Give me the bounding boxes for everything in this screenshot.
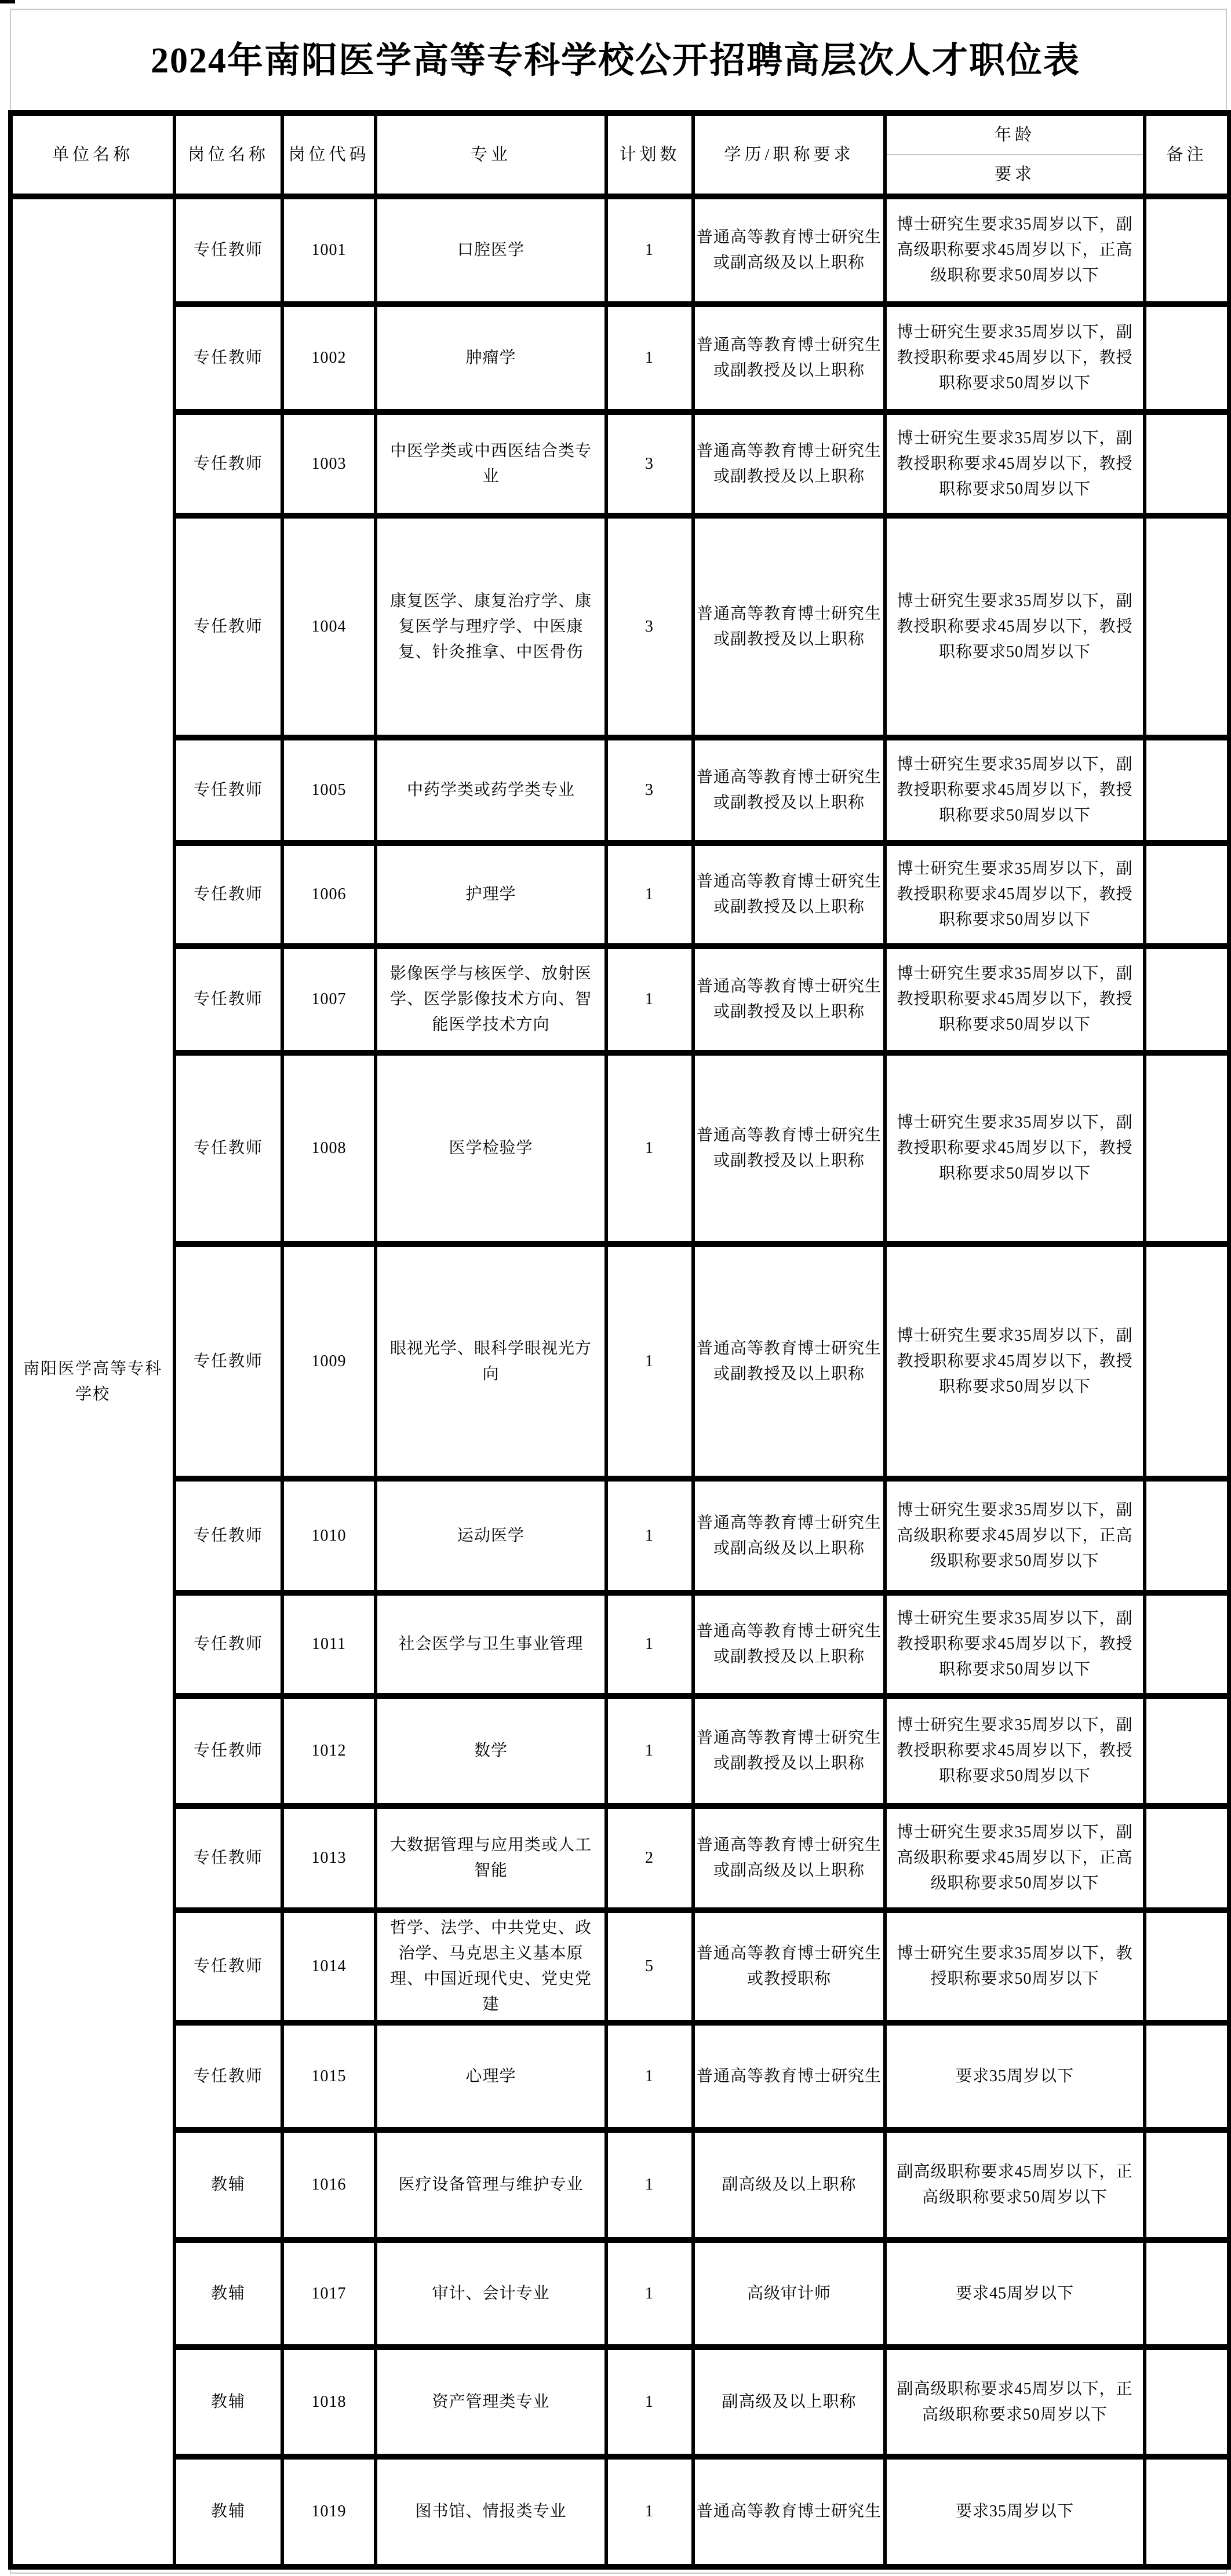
table-row xyxy=(10,1910,1229,2023)
major-cell: 中医学类或中西医结合类专业 xyxy=(376,412,606,516)
qualification-cell: 普通高等教育博士研究生或副高级及以上职称 xyxy=(693,1479,885,1593)
age-requirement-cell: 博士研究生要求35周岁以下，副教授职称要求45周岁以下，教授职称要求50周岁以下 xyxy=(885,1053,1145,1244)
post-name-cell: 专任教师 xyxy=(174,2023,282,2130)
qualification-cell: 普通高等教育博士研究生或副教授及以上职称 xyxy=(693,843,885,946)
qualification-cell: 普通高等教育博士研究生或副教授及以上职称 xyxy=(693,1593,885,1696)
major-cell: 社会医学与卫生事业管理 xyxy=(376,1593,606,1696)
table-row xyxy=(10,1696,1229,1806)
age-requirement-cell: 博士研究生要求35周岁以下，副教授职称要求45周岁以下，教授职称要求50周岁以下 xyxy=(885,843,1145,946)
remark-cell xyxy=(1145,516,1229,738)
qualification-cell: 副高级及以上职称 xyxy=(693,2130,885,2240)
post-name-cell: 专任教师 xyxy=(174,516,282,738)
planned-count-cell: 1 xyxy=(606,2023,693,2130)
post-name-cell: 专任教师 xyxy=(174,1593,282,1696)
table-header xyxy=(10,113,1229,196)
planned-count-cell: 1 xyxy=(606,2347,693,2457)
page-title: 2024年南阳医学高等专科学校公开招聘高层次人才职位表 xyxy=(150,41,1080,81)
planned-count-cell: 1 xyxy=(606,2457,693,2567)
table-row xyxy=(10,946,1229,1053)
post-name-cell: 教辅 xyxy=(174,2347,282,2457)
table-row xyxy=(10,516,1229,738)
planned-count-cell: 3 xyxy=(606,738,693,843)
remark-cell xyxy=(1145,1593,1229,1696)
qualification-cell: 普通高等教育博士研究生或副教授及以上职称 xyxy=(693,738,885,843)
planned-count-cell: 1 xyxy=(606,304,693,412)
planned-count-cell: 3 xyxy=(606,516,693,738)
qualification-cell: 普通高等教育博士研究生或副教授及以上职称 xyxy=(693,1053,885,1244)
major-cell: 资产管理类专业 xyxy=(376,2347,606,2457)
age-requirement-cell: 副高级职称要求45周岁以下，正高级职称要求50周岁以下 xyxy=(885,2347,1145,2457)
remark-cell xyxy=(1145,946,1229,1053)
post-code-cell: 1003 xyxy=(282,412,376,516)
positions-table xyxy=(8,110,1231,2570)
table-row xyxy=(10,2457,1229,2567)
remark-cell xyxy=(1145,1244,1229,1479)
major-cell: 中药学类或药学类专业 xyxy=(376,738,606,843)
post-name-cell: 专任教师 xyxy=(174,1053,282,1244)
remark-cell xyxy=(1145,2023,1229,2130)
major-cell: 康复医学、康复治疗学、康复医学与理疗学、中医康复、针灸推拿、中医骨伤 xyxy=(376,516,606,738)
post-name-cell: 专任教师 xyxy=(174,1910,282,2023)
table-row xyxy=(10,1053,1229,1244)
post-code-cell: 1017 xyxy=(282,2240,376,2347)
table-row xyxy=(10,2023,1229,2130)
post-name-cell: 教辅 xyxy=(174,2457,282,2567)
age-requirement-cell: 要求35周岁以下 xyxy=(885,2023,1145,2130)
header-row-1 xyxy=(10,113,1229,155)
post-code-cell: 1006 xyxy=(282,843,376,946)
post-name-cell: 专任教师 xyxy=(174,196,282,304)
major-cell: 医疗设备管理与维护专业 xyxy=(376,2130,606,2240)
remark-cell xyxy=(1145,843,1229,946)
table-row xyxy=(10,2347,1229,2457)
remark-cell xyxy=(1145,2347,1229,2457)
post-name-cell: 专任教师 xyxy=(174,304,282,412)
age-requirement-cell: 博士研究生要求35周岁以下，副教授职称要求45周岁以下，教授职称要求50周岁以下 xyxy=(885,1696,1145,1806)
planned-count-cell: 1 xyxy=(606,843,693,946)
post-name-cell: 专任教师 xyxy=(174,738,282,843)
age-requirement-cell: 博士研究生要求35周岁以下，副教授职称要求45周岁以下，教授职称要求50周岁以下 xyxy=(885,412,1145,516)
age-requirement-cell: 博士研究生要求35周岁以下，副高级职称要求45周岁以下，正高级职称要求50周岁以下 xyxy=(885,1806,1145,1910)
post-name-cell: 专任教师 xyxy=(174,843,282,946)
major-cell: 影像医学与核医学、放射医学、医学影像技术方向、智能医学技术方向 xyxy=(376,946,606,1053)
post-name-cell: 专任教师 xyxy=(174,412,282,516)
header-unit-name: 单位名称 xyxy=(10,113,174,196)
header-age-requirement-line1: 年龄 xyxy=(885,113,1145,155)
post-code-cell: 1012 xyxy=(282,1696,376,1806)
age-requirement-cell: 副高级职称要求45周岁以下，正高级职称要求50周岁以下 xyxy=(885,2130,1145,2240)
major-cell: 运动医学 xyxy=(376,1479,606,1593)
major-cell: 肿瘤学 xyxy=(376,304,606,412)
table-row xyxy=(10,1479,1229,1593)
table-row xyxy=(10,2240,1229,2347)
major-cell: 哲学、法学、中共党史、政治学、马克思主义基本原理、中国近现代史、党史党建 xyxy=(376,1910,606,2023)
planned-count-cell: 1 xyxy=(606,1479,693,1593)
post-name-cell: 教辅 xyxy=(174,2240,282,2347)
post-code-cell: 1009 xyxy=(282,1244,376,1479)
table-row xyxy=(10,1244,1229,1479)
major-cell: 眼视光学、眼科学眼视光方向 xyxy=(376,1244,606,1479)
qualification-cell: 普通高等教育博士研究生或副教授及以上职称 xyxy=(693,946,885,1053)
table-body xyxy=(10,196,1229,2567)
table-row xyxy=(10,843,1229,946)
remark-cell xyxy=(1145,2240,1229,2347)
remark-cell xyxy=(1145,412,1229,516)
header-planned-count: 计划数 xyxy=(606,113,693,196)
post-code-cell: 1016 xyxy=(282,2130,376,2240)
age-requirement-cell: 博士研究生要求35周岁以下，副高级职称要求45周岁以下，正高级职称要求50周岁以下 xyxy=(885,1479,1145,1593)
post-code-cell: 1001 xyxy=(282,196,376,304)
age-requirement-cell: 博士研究生要求35周岁以下，副教授职称要求45周岁以下，教授职称要求50周岁以下 xyxy=(885,1244,1145,1479)
planned-count-cell: 1 xyxy=(606,2240,693,2347)
table-row xyxy=(10,196,1229,304)
remark-cell xyxy=(1145,2457,1229,2567)
remark-cell xyxy=(1145,1806,1229,1910)
post-name-cell: 专任教师 xyxy=(174,1244,282,1479)
major-cell: 护理学 xyxy=(376,843,606,946)
planned-count-cell: 1 xyxy=(606,196,693,304)
table-row xyxy=(10,1806,1229,1910)
qualification-cell: 普通高等教育博士研究生或副教授及以上职称 xyxy=(693,1696,885,1806)
age-requirement-cell: 博士研究生要求35周岁以下，副教授职称要求45周岁以下，教授职称要求50周岁以下 xyxy=(885,738,1145,843)
header-remark: 备注 xyxy=(1145,113,1229,196)
qualification-cell: 普通高等教育博士研究生或教授职称 xyxy=(693,1910,885,2023)
post-code-cell: 1013 xyxy=(282,1806,376,1910)
planned-count-cell: 1 xyxy=(606,1244,693,1479)
remark-cell xyxy=(1145,196,1229,304)
header-qualification: 学历/职称要求 xyxy=(693,113,885,196)
post-code-cell: 1010 xyxy=(282,1479,376,1593)
age-requirement-cell: 博士研究生要求35周岁以下，副教授职称要求45周岁以下，教授职称要求50周岁以下 xyxy=(885,304,1145,412)
major-cell: 医学检验学 xyxy=(376,1053,606,1244)
planned-count-cell: 1 xyxy=(606,2130,693,2240)
post-code-cell: 1015 xyxy=(282,2023,376,2130)
planned-count-cell: 1 xyxy=(606,1593,693,1696)
header-major: 专业 xyxy=(376,113,606,196)
remark-cell xyxy=(1145,1910,1229,2023)
age-requirement-cell: 要求45周岁以下 xyxy=(885,2240,1145,2347)
remark-cell xyxy=(1145,738,1229,843)
post-code-cell: 1007 xyxy=(282,946,376,1053)
qualification-cell: 普通高等教育博士研究生或副教授及以上职称 xyxy=(693,304,885,412)
qualification-cell: 普通高等教育博士研究生或副教授及以上职称 xyxy=(693,1244,885,1479)
qualification-cell: 普通高等教育博士研究生或副高级及以上职称 xyxy=(693,1806,885,1910)
planned-count-cell: 1 xyxy=(606,1696,693,1806)
age-requirement-cell: 要求35周岁以下 xyxy=(885,2457,1145,2567)
age-requirement-cell: 博士研究生要求35周岁以下，副教授职称要求45周岁以下，教授职称要求50周岁以下 xyxy=(885,516,1145,738)
remark-cell xyxy=(1145,2130,1229,2240)
age-requirement-cell: 博士研究生要求35周岁以下，教授职称要求50周岁以下 xyxy=(885,1910,1145,2023)
major-cell: 口腔医学 xyxy=(376,196,606,304)
remark-cell xyxy=(1145,304,1229,412)
post-code-cell: 1004 xyxy=(282,516,376,738)
table-row xyxy=(10,412,1229,516)
age-requirement-cell: 博士研究生要求35周岁以下，副教授职称要求45周岁以下，教授职称要求50周岁以下 xyxy=(885,1593,1145,1696)
age-requirement-cell: 博士研究生要求35周岁以下，副教授职称要求45周岁以下，教授职称要求50周岁以下 xyxy=(885,946,1145,1053)
qualification-cell: 高级审计师 xyxy=(693,2240,885,2347)
unit-name-cell: 南阳医学高等专科学校 xyxy=(10,196,174,2567)
table-row xyxy=(10,1593,1229,1696)
post-code-cell: 1014 xyxy=(282,1910,376,2023)
qualification-cell: 普通高等教育博士研究生 xyxy=(693,2457,885,2567)
header-age-requirement-line2: 要求 xyxy=(885,155,1145,196)
header-post-name: 岗位名称 xyxy=(174,113,282,196)
post-code-cell: 1019 xyxy=(282,2457,376,2567)
qualification-cell: 副高级及以上职称 xyxy=(693,2347,885,2457)
major-cell: 大数据管理与应用类或人工智能 xyxy=(376,1806,606,1910)
major-cell: 数学 xyxy=(376,1696,606,1806)
major-cell: 心理学 xyxy=(376,2023,606,2130)
planned-count-cell: 5 xyxy=(606,1910,693,2023)
table-row xyxy=(10,738,1229,843)
planned-count-cell: 1 xyxy=(606,1053,693,1244)
qualification-cell: 普通高等教育博士研究生或副教授及以上职称 xyxy=(693,412,885,516)
planned-count-cell: 3 xyxy=(606,412,693,516)
major-cell: 图书馆、情报类专业 xyxy=(376,2457,606,2567)
table-row xyxy=(10,2130,1229,2240)
post-name-cell: 专任教师 xyxy=(174,1806,282,1910)
qualification-cell: 普通高等教育博士研究生 xyxy=(693,2023,885,2130)
header-post-code: 岗位代码 xyxy=(282,113,376,196)
planned-count-cell: 1 xyxy=(606,946,693,1053)
qualification-cell: 普通高等教育博士研究生或副高级及以上职称 xyxy=(693,196,885,304)
post-code-cell: 1002 xyxy=(282,304,376,412)
major-cell: 审计、会计专业 xyxy=(376,2240,606,2347)
remark-cell xyxy=(1145,1479,1229,1593)
post-code-cell: 1011 xyxy=(282,1593,376,1696)
post-name-cell: 专任教师 xyxy=(174,1479,282,1593)
post-code-cell: 1005 xyxy=(282,738,376,843)
remark-cell xyxy=(1145,1696,1229,1806)
post-code-cell: 1018 xyxy=(282,2347,376,2457)
age-requirement-cell: 博士研究生要求35周岁以下，副高级职称要求45周岁以下，正高级职称要求50周岁以下 xyxy=(885,196,1145,304)
table-row xyxy=(10,304,1229,412)
post-code-cell: 1008 xyxy=(282,1053,376,1244)
qualification-cell: 普通高等教育博士研究生或副教授及以上职称 xyxy=(693,516,885,738)
planned-count-cell: 2 xyxy=(606,1806,693,1910)
post-name-cell: 专任教师 xyxy=(174,1696,282,1806)
post-name-cell: 教辅 xyxy=(174,2130,282,2240)
post-name-cell: 专任教师 xyxy=(174,946,282,1053)
remark-cell xyxy=(1145,1053,1229,1244)
